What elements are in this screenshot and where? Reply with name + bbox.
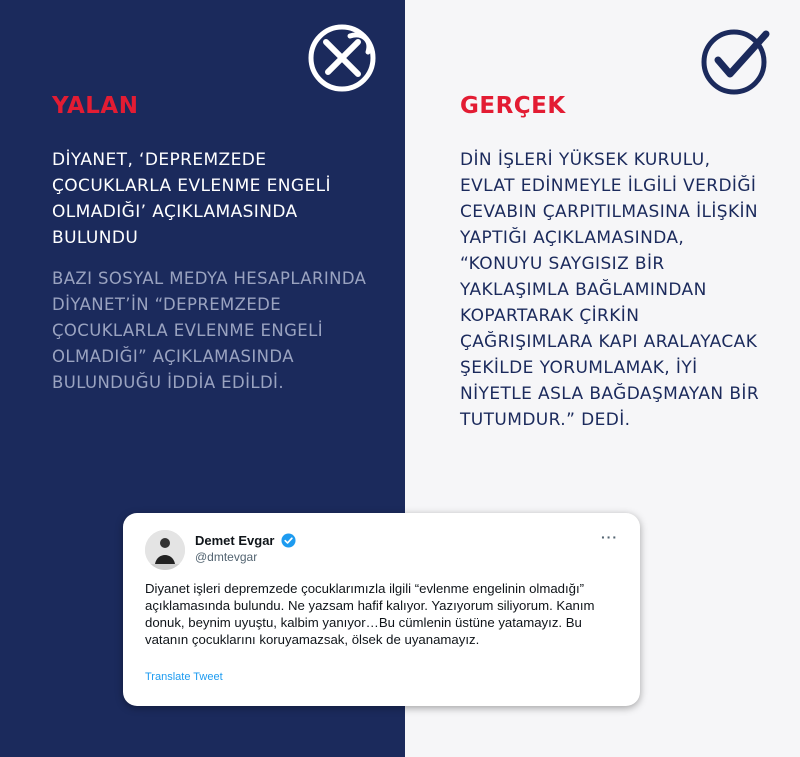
avatar[interactable] bbox=[145, 530, 185, 570]
tweet-card[interactable] bbox=[123, 513, 640, 706]
check-circle-icon bbox=[700, 24, 772, 96]
false-label: YALAN bbox=[52, 93, 139, 119]
claim-text: DİYANET, ‘DEPREMZEDE ÇOCUKLARLA EVLENME ENGELİ OLMADIĞI’ AÇIKLAMASINDA BULUNDU bbox=[52, 150, 331, 248]
claim-detail-text: BAZI SOSYAL MEDYA HESAPLARINDA DİYANET’İN “DEPREMZEDE ÇOCUKLARLA EVLENME ENGELİ OLMADIĞI” AÇIKLAMASINDA BULUNDUĞU İDDİA EDİLDİ. bbox=[52, 269, 367, 392]
translate-tweet-link[interactable]: Translate Tweet bbox=[145, 671, 223, 683]
x-circle-icon bbox=[306, 22, 378, 94]
avatar-figure-icon bbox=[145, 530, 185, 570]
true-label: GERÇEK bbox=[460, 93, 566, 119]
tweet-text: Diyanet işleri depremzede çocuklarımızla ilgili “evlenme engelinin olmadığı” açıklamasında bulundu. Ne yazsam hafif kalıyor. Yazıyorum siliyorum. Kanım donuk, beynim uyuştu, kalbim yanıyor…Bu cümlenin üstüne yatamayız. Bu vatanın çocuklarını koruyamazsak, ölsek de uyanamayız. bbox=[145, 581, 595, 647]
fact-text: DİN İŞLERİ YÜKSEK KURULU, EVLAT EDİNMEYLE İLGİLİ VERDİĞİ CEVABIN ÇARPITILMASINA İLİŞKİN YAPTIĞI AÇIKLAMASINDA, “KONUYU SAYGISIZ BİR YAKLAŞIMLA BAĞLAMINDAN KOPARTARAK ÇİRKİN ÇAĞRIŞIMLARA KAPI ARALAYACAK ŞEKİLDE YORUMLAMAK, İYİ NİYETLE ASLA BAĞDAŞMAYAN BİR TUTUMDUR.” DEDİ. bbox=[460, 150, 760, 430]
more-options-icon[interactable]: ··· bbox=[601, 529, 618, 545]
verified-badge-icon bbox=[281, 533, 296, 548]
author-name[interactable]: Demet Evgar bbox=[195, 533, 275, 548]
author-handle[interactable]: @dmtevgar bbox=[195, 550, 258, 564]
